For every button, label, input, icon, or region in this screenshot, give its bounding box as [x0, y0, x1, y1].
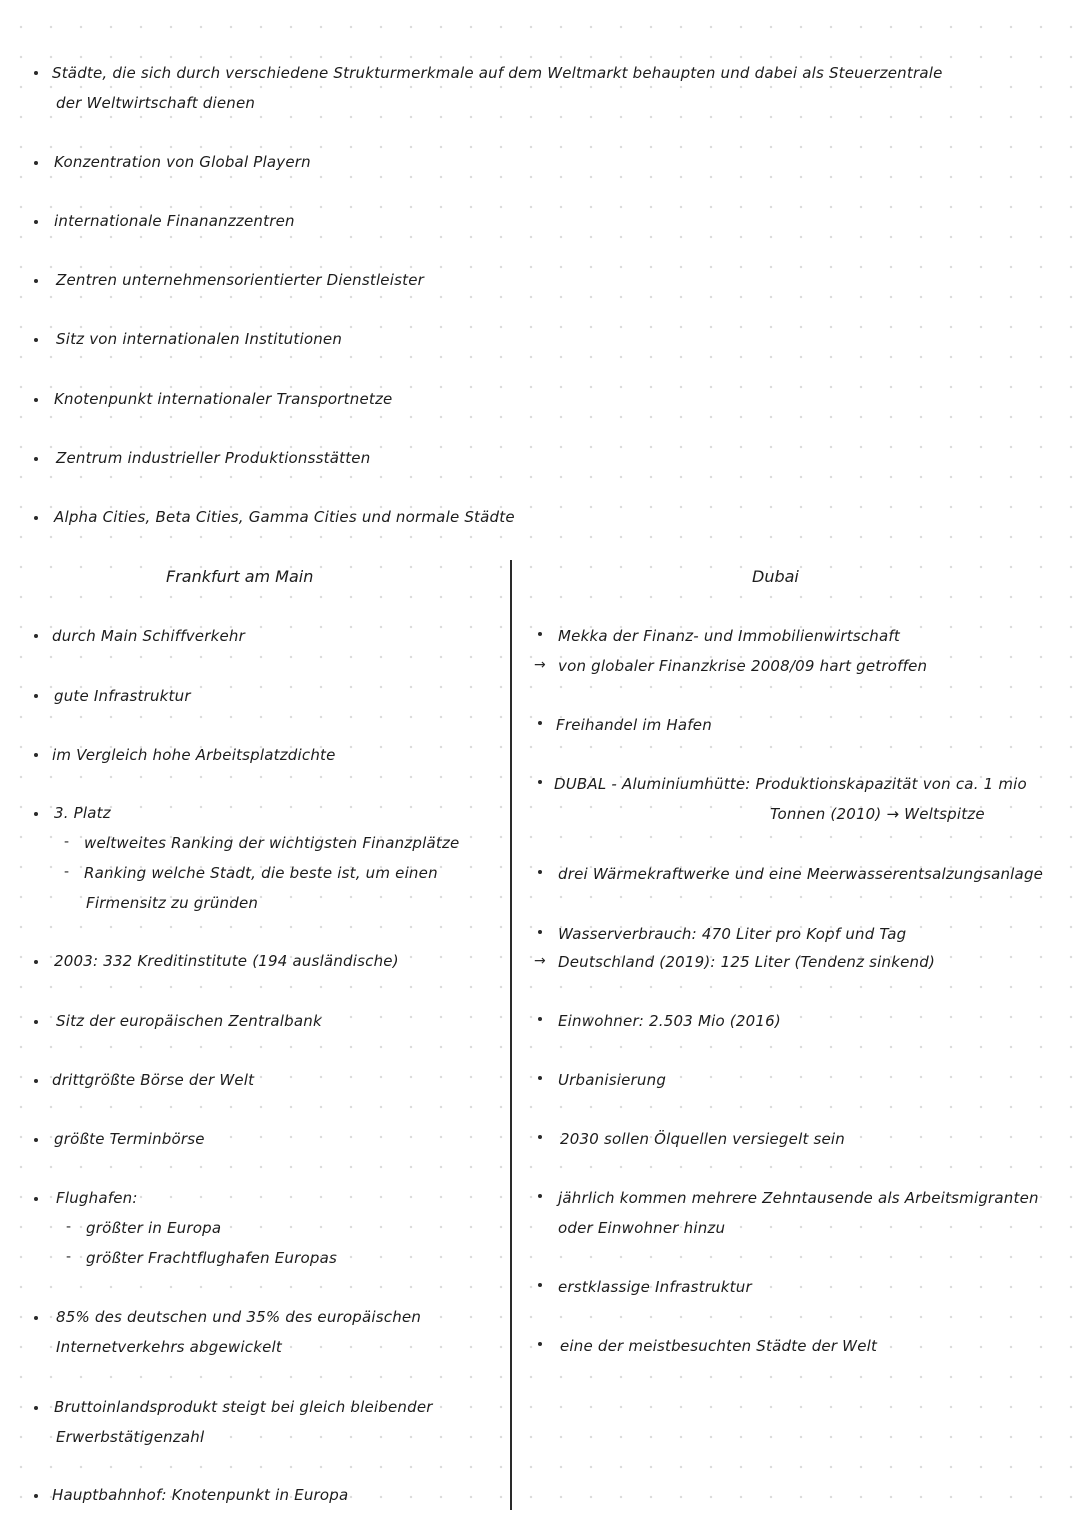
bullet — [34, 960, 38, 964]
frankfurt-item: drittgrößte Börse der Welt — [52, 1071, 255, 1089]
dash-marker: - — [64, 834, 70, 850]
bullet — [34, 398, 38, 402]
dubai-item: Einwohner: 2.503 Mio (2016) — [558, 1012, 781, 1030]
bullet — [538, 870, 542, 874]
frankfurt-item: Bruttoinlandsprodukt steigt bei gleich bleibender — [54, 1398, 433, 1416]
arrow-marker: → — [534, 657, 546, 673]
dubai-item: DUBAL - Aluminiumhütte: Produktionskapazität von ca. 1 mio — [554, 775, 1027, 793]
frankfurt-subitem: Firmensitz zu gründen — [86, 894, 259, 912]
bullet — [538, 1135, 542, 1139]
bullet — [34, 516, 38, 520]
dubai-item: jährlich kommen mehrere Zehntausende als Arbeitsmigranten — [558, 1189, 1039, 1207]
feature-item: Sitz von internationalen Institutionen — [56, 330, 343, 348]
bullet — [34, 1494, 38, 1498]
bullet — [538, 1342, 542, 1346]
bullet — [34, 161, 38, 165]
bullet — [34, 279, 38, 283]
dubai-item: Mekka der Finanz- und Immobilienwirtschaft — [558, 627, 900, 645]
bullet — [34, 694, 38, 698]
frankfurt-item: gute Infrastruktur — [54, 687, 191, 705]
bullet — [34, 1079, 38, 1083]
bullet — [538, 1017, 542, 1021]
bullet — [34, 1020, 38, 1024]
frankfurt-item: größte Terminbörse — [54, 1130, 205, 1148]
column-divider — [510, 560, 512, 1510]
bullet — [538, 1283, 542, 1287]
dubai-item: erstklassige Infrastruktur — [558, 1278, 752, 1296]
dubai-subitem: Deutschland (2019): 125 Liter (Tendenz sinkend) — [558, 953, 936, 971]
frankfurt-item: 2003: 332 Kreditinstitute (194 ausländische) — [54, 952, 399, 970]
feature-item: Knotenpunkt internationaler Transportnetze — [54, 390, 393, 408]
frankfurt-item-continued: Internetverkehrs abgewickelt — [56, 1338, 282, 1356]
bullet — [34, 457, 38, 461]
feature-item: Alpha Cities, Beta Cities, Gamma Cities und normale Städte — [54, 508, 515, 526]
bullet — [34, 1138, 38, 1142]
frankfurt-item: durch Main Schiffverkehr — [52, 627, 245, 645]
dubai-subitem: von globaler Finanzkrise 2008/09 hart getroffen — [558, 657, 928, 675]
frankfurt-item: Sitz der europäischen Zentralbank — [56, 1012, 322, 1030]
dubai-item-continued: Tonnen (2010) → Weltspitze — [770, 805, 985, 823]
bullet — [34, 812, 38, 816]
feature-item: Konzentration von Global Playern — [54, 153, 311, 171]
dubai-item: eine der meistbesuchten Städte der Welt — [560, 1337, 878, 1355]
dubai-item: drei Wärmekraftwerke und eine Meerwasserentsalzungsanlage — [558, 865, 1044, 883]
bullet — [34, 634, 38, 638]
frankfurt-item: Flughafen: — [56, 1189, 138, 1207]
frankfurt-item: im Vergleich hohe Arbeitsplatzdichte — [52, 746, 336, 764]
frankfurt-item: 3. Platz — [54, 804, 111, 822]
bullet — [538, 721, 542, 725]
frankfurt-item: Hauptbahnhof: Knotenpunkt in Europa — [52, 1486, 349, 1504]
bullet — [538, 1076, 542, 1080]
dash-marker: - — [66, 1249, 72, 1265]
bullet — [538, 1194, 542, 1198]
left-column-title: Frankfurt am Main — [166, 567, 314, 586]
bullet — [34, 220, 38, 224]
feature-item: internationale Finananzzentren — [54, 212, 295, 230]
right-column-title: Dubai — [752, 567, 799, 586]
dubai-item: Wasserverbrauch: 470 Liter pro Kopf und Tag — [558, 925, 907, 943]
bullet — [34, 338, 38, 342]
dubai-item: Urbanisierung — [558, 1071, 667, 1089]
bullet — [34, 1197, 38, 1201]
feature-item: Zentren unternehmensorientierter Dienstleister — [56, 271, 424, 289]
definition-line-2: der Weltwirtschaft dienen — [56, 94, 256, 112]
frankfurt-subitem: Ranking welche Stadt, die beste ist, um einen — [84, 864, 438, 882]
feature-item: Zentrum industrieller Produktionsstätten — [56, 449, 371, 467]
arrow-marker: → — [534, 953, 546, 969]
dash-marker: - — [66, 1219, 72, 1235]
bullet — [34, 1406, 38, 1410]
dubai-item-continued: oder Einwohner hinzu — [558, 1219, 726, 1237]
bullet — [34, 753, 38, 757]
definition-line-1: Städte, die sich durch verschiedene Strukturmerkmale auf dem Weltmarkt behaupten und dabei als Steuerzentrale — [52, 64, 943, 82]
dubai-item: 2030 sollen Ölquellen versiegelt sein — [560, 1130, 846, 1148]
frankfurt-item-continued: Erwerbstätigenzahl — [56, 1428, 205, 1446]
bullet — [34, 1316, 38, 1320]
bullet — [34, 71, 38, 75]
bullet — [538, 632, 542, 636]
frankfurt-item: 85% des deutschen und 35% des europäischen — [56, 1308, 422, 1326]
dash-marker: - — [64, 864, 70, 880]
frankfurt-subitem: größter Frachtflughafen Europas — [86, 1249, 337, 1267]
dubai-item: Freihandel im Hafen — [556, 716, 712, 734]
bullet — [538, 780, 542, 784]
frankfurt-subitem: größter in Europa — [86, 1219, 222, 1237]
frankfurt-subitem: weltweites Ranking der wichtigsten Finanzplätze — [84, 834, 460, 852]
bullet — [538, 930, 542, 934]
